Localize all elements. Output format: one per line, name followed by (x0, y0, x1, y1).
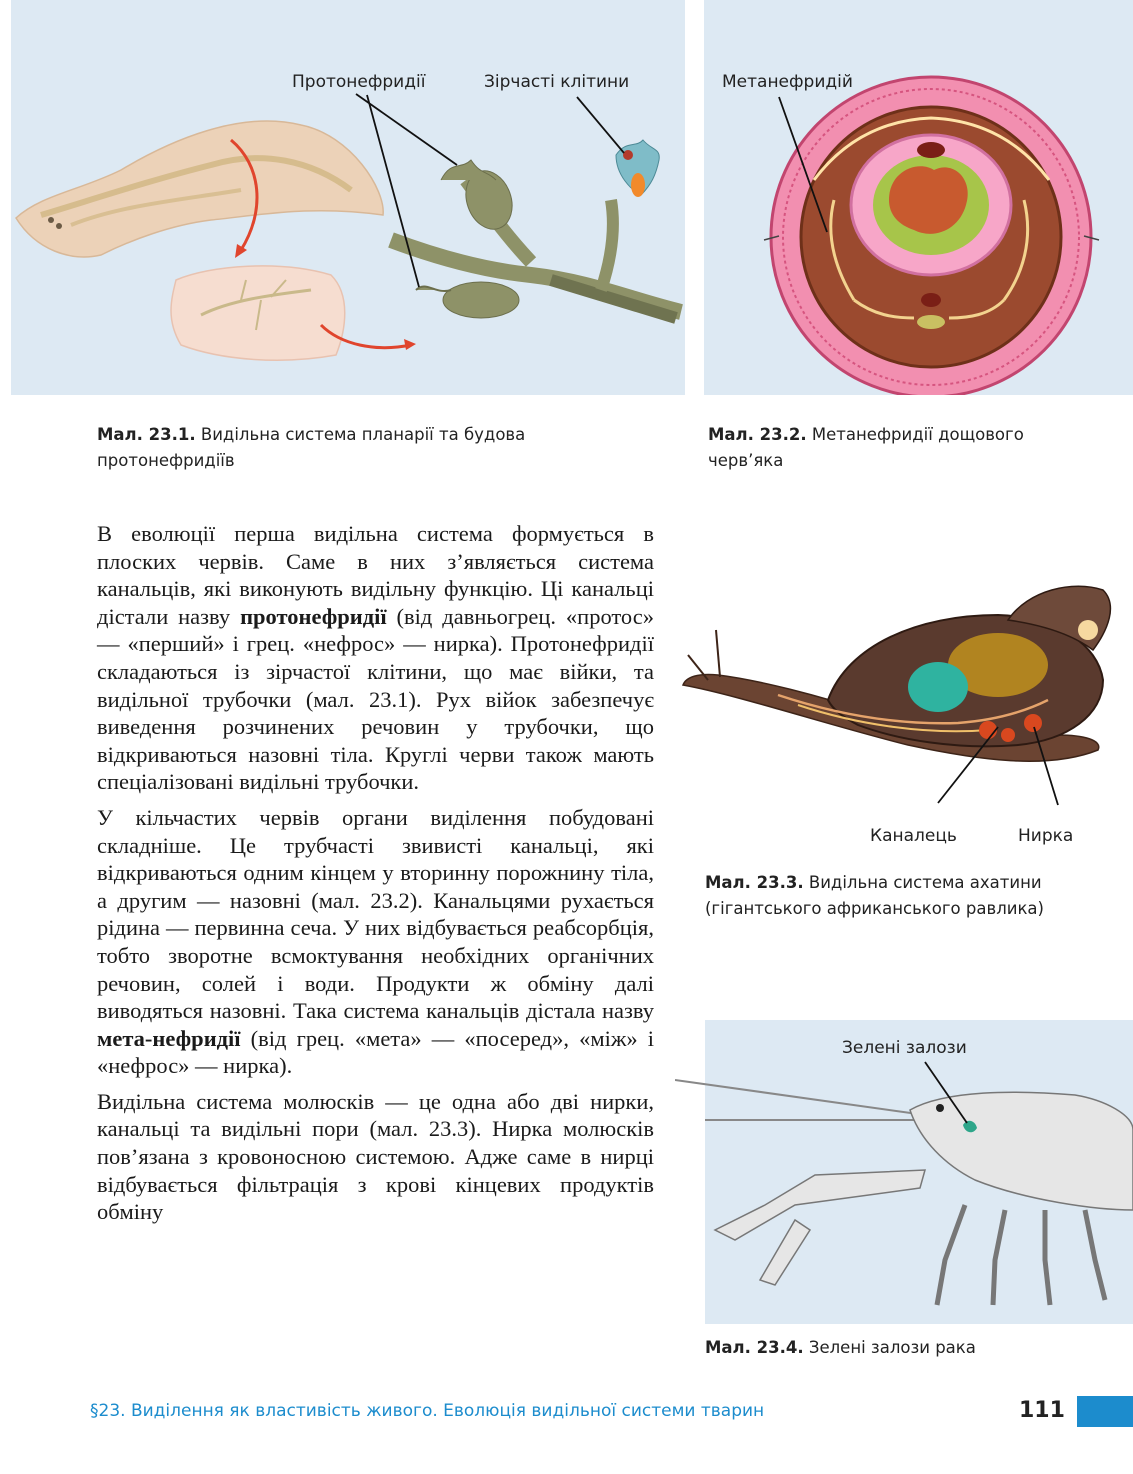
paragraph-text: В еволюції перша видільна система формується в плоских червів. Саме в них з’являється система канальців, які виконують видільну функцію. Ці канальці дістали назву (97, 521, 654, 629)
label-kidney: Нирка (1018, 826, 1074, 846)
caption-text: Метанефридії дощового черв’яка (708, 425, 1024, 470)
crayfish-illustration (675, 1020, 1133, 1324)
page-number-accent-bar (1077, 1396, 1133, 1427)
footer-section-title: §23. Виділення як властивість живого. Еволюція видільної системи тварин (90, 1401, 765, 1421)
paragraph-molluscs: Видільна система молюсків — це одна або дві нирки, канальці та видільні пори (мал. 23.3). Нирка молюсків пов’язана з кровоносною системою. Адже саме в нирці відбувається фільтрація з крові кінцевих продуктів обміну (97, 1088, 654, 1225)
caption-figure-23-4 (705, 1335, 1100, 1361)
paragraph-text: (від грец. «мета» — «посеред», «між» і «нефрос» — нирка). (97, 1025, 654, 1079)
earthworm-cross-section (704, 0, 1133, 395)
planaria-illustration (11, 0, 685, 395)
caption-text: Видільна система ахатини (гігантського африканського равлика) (705, 873, 1044, 918)
caption-figure-23-1 (97, 422, 567, 474)
caption-number: Мал. 23.3. (705, 873, 804, 892)
caption-text: Зелені залози рака (808, 1338, 976, 1357)
page-number: 111 (1019, 1398, 1065, 1423)
label-canal: Каналець (870, 826, 957, 846)
label-metanephridium: Метанефридій (722, 72, 853, 92)
paragraph-text: У кільчастих червів органи виділення побудовані складніше. Це трубчасті звивисті канальці, які відкриваються одним кінцем у вторинну порожнину тіла, а другим — назовні (мал. 23.2). Канальцями рухається рідина — первинна сеча. У них відбувається реабсорбція, тобто зворотне всмоктування необхідних органічних речовин, солей і води. Продукти ж обміну далі виводяться назовні. Така система канальців дістала назву (97, 804, 654, 1024)
figure-23-4-illustration (675, 1020, 1133, 1324)
caption-figure-23-3 (705, 870, 1100, 922)
label-star-cells: Зірчасті клітини (484, 72, 630, 92)
paragraph-text: (від давньогрец. «протос» — «перший» і грец. «нефрос» — нирка). Протонефридії складаються із зірчастої клітини, що має війки, та видільної трубочки (мал. 23.1). Рух війок забезпечує виведення розчинених речовин у трубочки, що відкриваються назовні тіла. Круглі черви також мають спеціалізовані видільні трубочки. (97, 603, 654, 795)
label-protonephridia: Протонефридії (292, 72, 426, 92)
caption-number: Мал. 23.1. (97, 425, 196, 444)
figure-23-1-panel (11, 0, 685, 395)
caption-number: Мал. 23.4. (705, 1338, 804, 1357)
term-metanephridia: мета-нефридії (97, 1025, 241, 1051)
caption-text: Видільна система планарії та будова протонефридіїв (97, 425, 526, 470)
paragraph-flatworms (97, 520, 654, 796)
figure-23-2-panel (704, 0, 1133, 395)
figure-23-3-illustration (678, 575, 1133, 815)
caption-number: Мал. 23.2. (708, 425, 807, 444)
caption-figure-23-2 (708, 422, 1053, 474)
paragraph-annelids (97, 804, 654, 1080)
label-green-glands: Зелені залози (842, 1038, 967, 1058)
snail-illustration (678, 575, 1133, 815)
body-text (97, 520, 654, 1234)
term-protonephridia: протонефридії (240, 603, 387, 629)
